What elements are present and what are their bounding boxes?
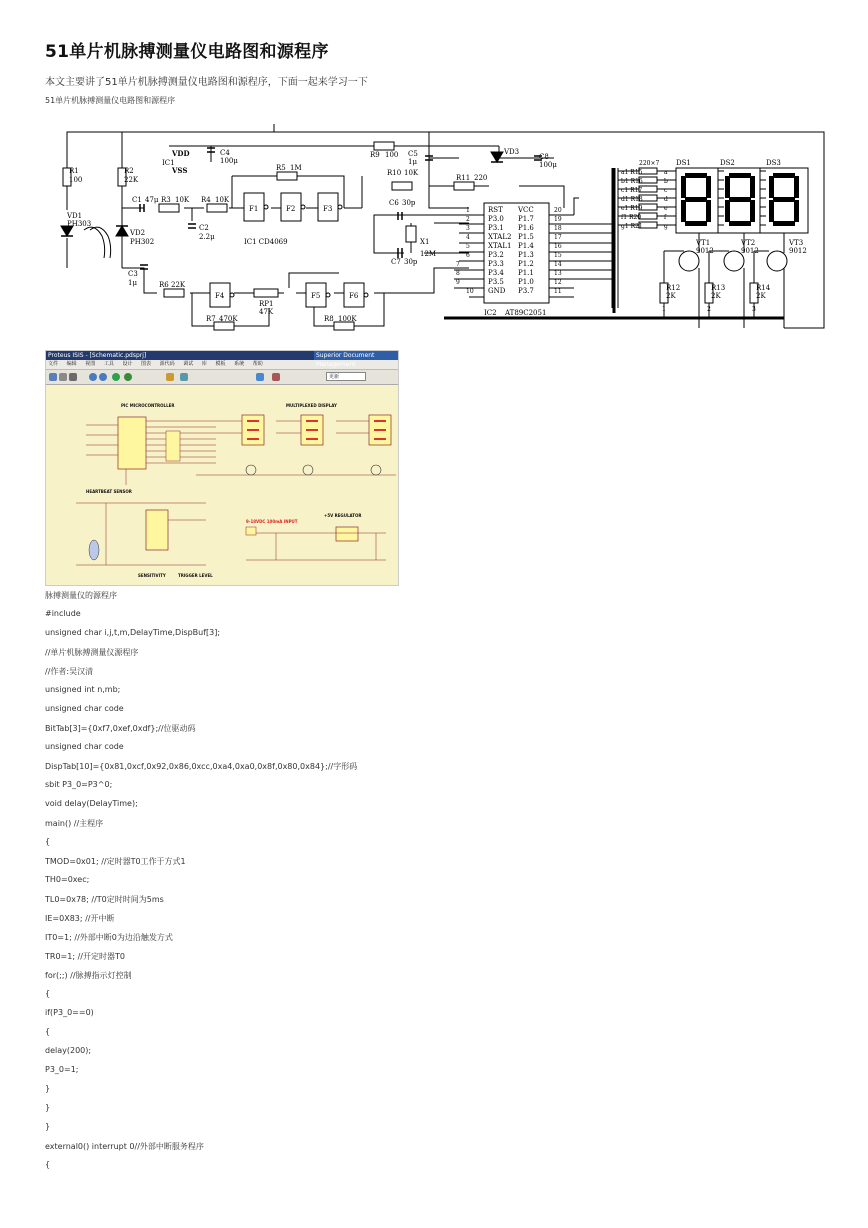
- menu-item[interactable]: 源代码: [159, 361, 175, 367]
- svg-text:10: 10: [466, 288, 474, 295]
- code-line: IE=0X83; //开中断: [45, 914, 115, 923]
- svg-text:b: b: [664, 178, 668, 185]
- svg-text:P3.0: P3.0: [488, 215, 504, 223]
- svg-text:DS2: DS2: [720, 159, 735, 167]
- code-line: {: [45, 989, 51, 998]
- label-regulator: +5V REGULATOR: [324, 513, 362, 518]
- code-line: main() //主程序: [45, 819, 104, 828]
- code-line: IT0=1; //外部中断0为边沿触发方式: [45, 933, 173, 942]
- code-line: TMOD=0x01; //定时器T0工作于方式1: [45, 857, 186, 866]
- label-sensitivity: SENSITIVITY: [138, 573, 166, 578]
- svg-text:GND: GND: [488, 287, 506, 295]
- code-line: //作者:吴汉清: [45, 667, 94, 676]
- svg-text:VT3: VT3: [789, 239, 804, 247]
- digit-2: [725, 173, 755, 226]
- svg-text:12: 12: [554, 279, 562, 286]
- menu-item[interactable]: 编辑: [66, 361, 77, 367]
- svg-text:DS3: DS3: [766, 159, 781, 167]
- code-heading: 脉搏测量仪的源程序: [45, 591, 117, 600]
- svg-text:2K: 2K: [666, 292, 676, 300]
- svg-text:8: 8: [456, 270, 460, 277]
- menu-item[interactable]: 视图: [85, 361, 96, 367]
- svg-text:20: 20: [554, 207, 562, 214]
- svg-text:1M: 1M: [290, 164, 302, 172]
- pick-icon[interactable]: [256, 373, 264, 381]
- code-line: }: [45, 1122, 51, 1131]
- svg-text:PH302: PH302: [130, 238, 155, 246]
- svg-text:P1.0: P1.0: [518, 278, 534, 286]
- code-line: DispTab[10]={0x81,0xcf,0x92,0x86,0xcc,0xa4,0xa0,0x8f,0x80,0x84};//字形码: [45, 762, 358, 771]
- svg-text:R7: R7: [206, 315, 216, 323]
- code-line: }: [45, 1103, 51, 1112]
- svg-text:7: 7: [456, 261, 460, 268]
- svg-text:b1 R16: b1 R16: [621, 178, 643, 185]
- menu-item[interactable]: 模板: [215, 361, 226, 367]
- svg-text:C4: C4: [220, 149, 230, 157]
- svg-text:R10: R10: [387, 169, 402, 177]
- svg-text:470K: 470K: [219, 315, 238, 323]
- label-trigger: TRIGGER LEVEL: [178, 573, 213, 578]
- code-line: unsigned char code: [45, 742, 124, 751]
- code-line: {: [45, 837, 51, 846]
- code-line: #include: [45, 609, 81, 618]
- svg-text:9012: 9012: [789, 247, 807, 255]
- svg-text:X1: X1: [420, 238, 430, 246]
- svg-text:22K: 22K: [124, 176, 139, 184]
- svg-text:R6: R6: [159, 281, 169, 289]
- svg-text:VD3: VD3: [504, 148, 520, 156]
- back-icon[interactable]: [89, 373, 97, 381]
- svg-text:47μ: 47μ: [145, 196, 159, 204]
- menu-item[interactable]: 调试: [183, 361, 194, 367]
- svg-text:AT89C2051: AT89C2051: [505, 309, 547, 317]
- svg-text:F3: F3: [323, 205, 333, 213]
- svg-text:R9: R9: [370, 151, 380, 159]
- svg-text:a: a: [664, 169, 668, 176]
- svg-text:VD2: VD2: [130, 229, 146, 237]
- svg-text:C6: C6: [389, 199, 399, 207]
- zoom-icon[interactable]: [166, 373, 174, 381]
- open-icon[interactable]: [59, 373, 67, 381]
- label-display: MULTIPLEXED DISPLAY: [286, 403, 337, 408]
- svg-text:C3: C3: [128, 270, 138, 278]
- code-line: delay(200);: [45, 1046, 92, 1055]
- figure-caption: 51单片机脉搏测量仪电路图和源程序: [45, 96, 176, 105]
- svg-text:9: 9: [456, 279, 460, 286]
- svg-text:2: 2: [707, 306, 711, 313]
- svg-text:R11: R11: [456, 174, 471, 182]
- svg-text:XTAL1: XTAL1: [488, 242, 512, 250]
- svg-text:f1 R20: f1 R20: [621, 214, 642, 221]
- label-sensor: HEARTBEAT SENSOR: [86, 489, 132, 494]
- svg-text:d: d: [664, 196, 668, 203]
- svg-text:10K: 10K: [215, 196, 230, 204]
- svg-text:R12: R12: [666, 284, 681, 292]
- save-icon[interactable]: [69, 373, 77, 381]
- svg-text:47K: 47K: [259, 308, 274, 316]
- svg-text:R2: R2: [124, 167, 134, 175]
- svg-text:d1 R18: d1 R18: [621, 196, 643, 203]
- svg-text:10K: 10K: [404, 169, 419, 177]
- menu-item[interactable]: 帮助: [252, 361, 263, 367]
- svg-text:18: 18: [554, 225, 562, 232]
- svg-text:f: f: [664, 214, 667, 221]
- svg-text:R3: R3: [161, 196, 171, 204]
- svg-text:100μ: 100μ: [220, 157, 238, 165]
- svg-text:9012: 9012: [741, 247, 759, 255]
- svg-text:c: c: [664, 187, 668, 194]
- code-line: if(P3_0==0): [45, 1008, 94, 1017]
- menu-item[interactable]: 工具: [103, 361, 114, 367]
- code-line: external0() interrupt 0//外部中断服务程序: [45, 1142, 204, 1151]
- svg-text:P1.7: P1.7: [518, 215, 534, 223]
- svg-text:C2: C2: [199, 224, 209, 232]
- svg-text:P3.7: P3.7: [518, 287, 534, 295]
- svg-text:P1.1: P1.1: [518, 269, 534, 277]
- svg-text:VDD: VDD: [172, 149, 190, 158]
- proteus-canvas: [46, 385, 398, 585]
- menu-item[interactable]: 图表: [141, 361, 152, 367]
- forward-icon[interactable]: [99, 373, 107, 381]
- svg-text:2: 2: [466, 216, 470, 223]
- menu-item[interactable]: 库: [201, 361, 207, 367]
- menu-item[interactable]: 系统: [234, 361, 245, 367]
- svg-text:VCC: VCC: [518, 206, 534, 214]
- svg-text:15: 15: [554, 252, 562, 259]
- svg-text:g: g: [664, 223, 668, 230]
- code-line: {: [45, 1027, 51, 1036]
- code-line: TR0=1; //开定时器T0: [45, 952, 125, 961]
- svg-text:1μ: 1μ: [408, 158, 418, 166]
- svg-text:F6: F6: [349, 292, 359, 300]
- svg-text:16: 16: [554, 243, 562, 250]
- svg-text:R8: R8: [324, 315, 334, 323]
- svg-text:IC2: IC2: [484, 309, 497, 317]
- svg-text:220: 220: [474, 174, 488, 182]
- svg-text:P3.5: P3.5: [488, 278, 504, 286]
- svg-text:P1.3: P1.3: [518, 251, 534, 259]
- svg-text:PH303: PH303: [67, 220, 92, 228]
- svg-text:P1.5: P1.5: [518, 233, 534, 241]
- svg-text:3: 3: [752, 306, 756, 313]
- run-icon[interactable]: [112, 373, 120, 381]
- grid-icon[interactable]: [180, 373, 188, 381]
- svg-text:P1.6: P1.6: [518, 224, 534, 232]
- svg-text:10K: 10K: [175, 196, 190, 204]
- svg-text:C5: C5: [408, 150, 418, 158]
- menu-item[interactable]: 设计: [122, 361, 133, 367]
- svg-text:6: 6: [466, 252, 470, 259]
- svg-text:e1 R19: e1 R19: [621, 205, 643, 212]
- svg-text:P3.1: P3.1: [488, 224, 504, 232]
- svg-text:IC1 CD4069: IC1 CD4069: [244, 238, 288, 246]
- code-line: TH0=0xec;: [45, 875, 90, 884]
- proteus-screenshot: [45, 350, 399, 586]
- svg-text:F4: F4: [215, 292, 225, 300]
- circuit-schematic: [44, 118, 834, 340]
- svg-text:RP1: RP1: [259, 300, 274, 308]
- svg-text:5: 5: [466, 243, 470, 250]
- intro-text: 本文主要讲了51单片机脉搏测量仪电路图和源程序，下面一起来学习一下: [45, 77, 368, 88]
- svg-text:11: 11: [554, 288, 562, 295]
- code-line: sbit P3_0=P3^0;: [45, 780, 113, 789]
- svg-text:F1: F1: [249, 205, 259, 213]
- menu-item[interactable]: 文件: [48, 361, 59, 367]
- code-line: void delay(DelayTime);: [45, 799, 138, 808]
- svg-text:XTAL2: XTAL2: [488, 233, 512, 241]
- svg-text:R14: R14: [756, 284, 771, 292]
- svg-text:100μ: 100μ: [539, 161, 557, 169]
- window-title: Proteus ISIS - [Schematic.pdsprj]: [48, 352, 147, 359]
- code-line: for(;;) //脉搏指示灯控制: [45, 971, 132, 980]
- svg-text:P3.2: P3.2: [488, 251, 504, 259]
- svg-text:100: 100: [69, 176, 83, 184]
- code-line: unsigned char i,j,t,m,DelayTime,DispBuf[3];: [45, 628, 221, 637]
- digit-3: [769, 173, 799, 226]
- svg-text:100: 100: [385, 151, 399, 159]
- svg-text:VT1: VT1: [696, 239, 711, 247]
- code-line: {: [45, 1160, 51, 1169]
- svg-text:a1 R15: a1 R15: [621, 169, 643, 176]
- svg-text:c1 R17: c1 R17: [621, 187, 643, 194]
- svg-text:C7: C7: [391, 258, 401, 266]
- page-title: 51单片机脉搏测量仪电路图和源程序: [45, 42, 329, 62]
- svg-text:C8: C8: [539, 153, 549, 161]
- code-line: P3_0=1;: [45, 1065, 79, 1074]
- svg-text:C1: C1: [132, 196, 142, 204]
- svg-text:R1: R1: [69, 167, 79, 175]
- code-line: //单片机脉搏测量仪源程序: [45, 648, 139, 657]
- label-mcu: PIC MICROCONTROLLER: [121, 403, 175, 408]
- svg-text:14: 14: [554, 261, 562, 268]
- svg-text:RST: RST: [488, 206, 503, 214]
- svg-text:P1.2: P1.2: [518, 260, 534, 268]
- svg-text:220×7: 220×7: [639, 160, 660, 167]
- svg-text:2.2μ: 2.2μ: [199, 233, 215, 241]
- svg-text:2K: 2K: [711, 292, 721, 300]
- toolbar: [46, 370, 398, 385]
- svg-text:1: 1: [662, 306, 666, 313]
- svg-text:F5: F5: [311, 292, 321, 300]
- svg-text:3: 3: [466, 225, 470, 232]
- svg-text:R13: R13: [711, 284, 726, 292]
- svg-text:19: 19: [554, 216, 562, 223]
- code-line: }: [45, 1084, 51, 1093]
- svg-text:P1.4: P1.4: [518, 242, 534, 250]
- label-power-in: 9-18VDC 100mA INPUT: [246, 519, 298, 524]
- svg-text:R5: R5: [276, 164, 286, 172]
- zoom-dropdown[interactable]: 更新: [326, 372, 366, 381]
- svg-text:F2: F2: [286, 205, 296, 213]
- code-line: BitTab[3]={0xf7,0xef,0xdf};//位驱动码: [45, 724, 196, 733]
- svg-text:P3.3: P3.3: [488, 260, 504, 268]
- svg-text:22K: 22K: [171, 281, 186, 289]
- svg-text:DS1: DS1: [676, 159, 691, 167]
- svg-text:9012: 9012: [696, 247, 714, 255]
- digit-1: [681, 173, 711, 226]
- refresh-icon[interactable]: [124, 373, 132, 381]
- svg-text:IC1: IC1: [162, 159, 175, 167]
- code-line: unsigned int n,mb;: [45, 685, 121, 694]
- code-line: unsigned char code: [45, 704, 124, 713]
- svg-text:1μ: 1μ: [128, 279, 138, 287]
- svg-text:2K: 2K: [756, 292, 766, 300]
- svg-text:30p: 30p: [402, 199, 416, 207]
- svg-text:13: 13: [554, 270, 562, 277]
- svg-text:g1 R21: g1 R21: [621, 223, 643, 230]
- svg-text:17: 17: [554, 234, 562, 241]
- svg-text:30p: 30p: [404, 258, 418, 266]
- svg-text:P3.4: P3.4: [488, 269, 504, 277]
- svg-text:VD1: VD1: [67, 212, 83, 220]
- overlay-badge: Superior Document Management: [314, 351, 398, 360]
- wire-icon[interactable]: [272, 373, 280, 381]
- svg-text:12M: 12M: [420, 250, 437, 258]
- svg-text:VSS: VSS: [172, 166, 188, 175]
- svg-text:100K: 100K: [338, 315, 357, 323]
- svg-text:e: e: [664, 205, 668, 212]
- svg-text:4: 4: [466, 234, 470, 241]
- new-icon[interactable]: [49, 373, 57, 381]
- svg-text:R4: R4: [201, 196, 211, 204]
- code-line: TL0=0x78; //T0定时时间为5ms: [45, 895, 164, 904]
- svg-text:1: 1: [466, 207, 470, 214]
- svg-text:VT2: VT2: [741, 239, 756, 247]
